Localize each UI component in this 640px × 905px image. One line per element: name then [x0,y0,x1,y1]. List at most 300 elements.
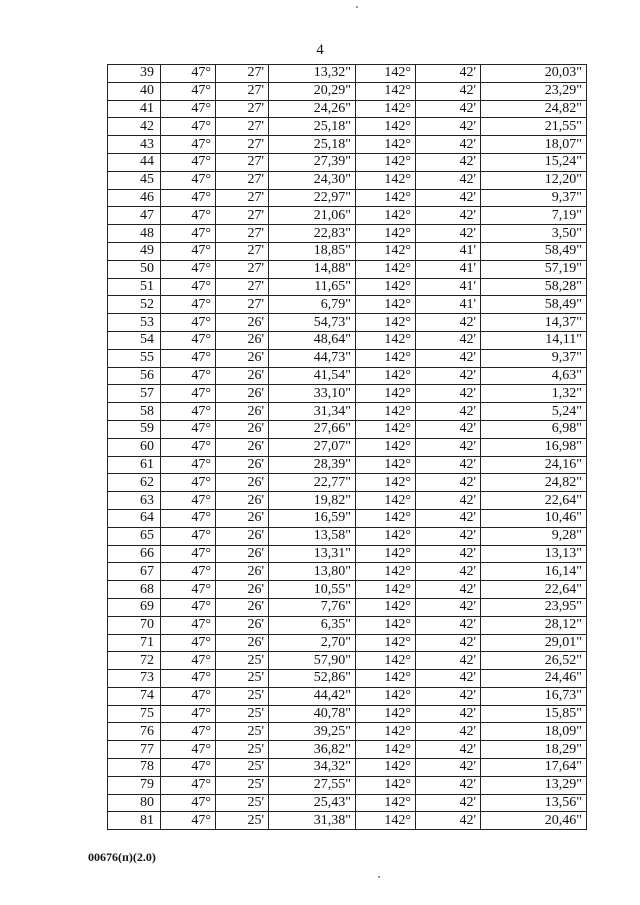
table-cell: 142° [356,296,416,314]
table-cell: 20,46" [481,812,587,830]
table-cell: 142° [356,705,416,723]
table-cell: 42 [108,118,161,136]
table-cell: 42' [416,670,481,688]
table-cell: 27,07" [269,438,356,456]
table-cell: 142° [356,687,416,705]
table-cell: 42' [416,189,481,207]
table-cell: 52,86" [269,670,356,688]
table-cell: 77 [108,741,161,759]
table-cell: 27,39" [269,153,356,171]
table-cell: 44,73" [269,349,356,367]
table-cell: 47° [161,438,216,456]
table-cell: 41,54" [269,367,356,385]
table-cell: 26' [216,420,269,438]
table-row [108,367,587,385]
table-cell: 31,34" [269,403,356,421]
table-cell: 47° [161,492,216,510]
table-row [108,314,587,332]
table-row [108,136,587,154]
table-cell: 47° [161,474,216,492]
table-cell: 22,77" [269,474,356,492]
table-cell: 48 [108,225,161,243]
table-cell: 4,63" [481,367,587,385]
table-cell: 142° [356,207,416,225]
table-row [108,634,587,652]
table-cell: 26' [216,403,269,421]
table-cell: 25,18" [269,136,356,154]
table-cell: 42' [416,314,481,332]
table-cell: 25' [216,723,269,741]
table-cell: 42' [416,581,481,599]
table-cell: 42' [416,438,481,456]
table-cell: 42' [416,367,481,385]
table-cell: 27,55" [269,776,356,794]
table-cell: 26' [216,616,269,634]
table-cell: 14,88" [269,260,356,278]
table-cell: 40 [108,82,161,100]
table-cell: 15,85" [481,705,587,723]
table-cell: 3,50" [481,225,587,243]
table-cell: 14,37" [481,314,587,332]
table-cell: 51 [108,278,161,296]
table-cell: 142° [356,314,416,332]
table-cell: 13,29" [481,776,587,794]
table-cell: 25' [216,794,269,812]
table-cell: 27' [216,207,269,225]
table-cell: 27' [216,171,269,189]
table-cell: 26' [216,527,269,545]
table-cell: 142° [356,349,416,367]
table-cell: 42' [416,705,481,723]
table-cell: 13,31" [269,545,356,563]
table-cell: 11,65" [269,278,356,296]
table-cell: 47° [161,82,216,100]
table-cell: 26' [216,349,269,367]
table-cell: 47° [161,420,216,438]
table-row [108,403,587,421]
table-cell: 69 [108,598,161,616]
table-cell: 142° [356,82,416,100]
table-cell: 27' [216,189,269,207]
table-cell: 142° [356,189,416,207]
table-cell: 27' [216,153,269,171]
table-cell: 47° [161,670,216,688]
table-cell: 12,20" [481,171,587,189]
table-cell: 142° [356,794,416,812]
table-cell: 142° [356,723,416,741]
table-cell: 27' [216,118,269,136]
table-row [108,794,587,812]
page-number: 4 [316,42,324,58]
table-cell: 18,09" [481,723,587,741]
table-cell: 24,82" [481,100,587,118]
table-cell: 26' [216,634,269,652]
table-cell: 142° [356,118,416,136]
table-cell: 81 [108,812,161,830]
table-cell: 142° [356,598,416,616]
table-row [108,616,587,634]
table-row [108,723,587,741]
table-cell: 142° [356,225,416,243]
table-cell: 42' [416,776,481,794]
table-cell: 25,43" [269,794,356,812]
table-cell: 25' [216,776,269,794]
table-cell: 80 [108,794,161,812]
table-cell: 47° [161,616,216,634]
table-cell: 64 [108,509,161,527]
table-cell: 142° [356,100,416,118]
table-cell: 42' [416,118,481,136]
table-cell: 43 [108,136,161,154]
table-cell: 47° [161,652,216,670]
table-cell: 42' [416,616,481,634]
table-row [108,492,587,510]
table-cell: 56 [108,367,161,385]
table-cell: 13,58" [269,527,356,545]
table-cell: 68 [108,581,161,599]
table-cell: 42' [416,385,481,403]
table-cell: 142° [356,741,416,759]
table-row [108,420,587,438]
table-cell: 47° [161,776,216,794]
table-cell: 142° [356,331,416,349]
table-cell: 25' [216,705,269,723]
table-cell: 42' [416,331,481,349]
table-cell: 66 [108,545,161,563]
table-cell: 42' [416,100,481,118]
table-cell: 47° [161,260,216,278]
table-cell: 42' [416,136,481,154]
table-cell: 142° [356,634,416,652]
footer-code: 00676(п)(2.0) [88,850,156,864]
table-row [108,563,587,581]
table-cell: 42' [416,420,481,438]
table-cell: 26' [216,492,269,510]
table-cell: 42' [416,687,481,705]
table-cell: 41' [416,296,481,314]
table-cell: 13,56" [481,794,587,812]
table-cell: 16,73" [481,687,587,705]
table-row [108,82,587,100]
table-cell: 42' [416,207,481,225]
table-cell: 42' [416,171,481,189]
table-row [108,189,587,207]
table-cell: 6,35" [269,616,356,634]
table-cell: 42' [416,65,481,83]
table-cell: 6,79" [269,296,356,314]
table-cell: 142° [356,581,416,599]
table-cell: 23,29" [481,82,587,100]
table-cell: 47° [161,385,216,403]
table-cell: 1,32" [481,385,587,403]
table-cell: 25' [216,652,269,670]
table-cell: 42' [416,741,481,759]
table-cell: 47° [161,171,216,189]
table-cell: 25,18" [269,118,356,136]
table-cell: 65 [108,527,161,545]
table-cell: 22,64" [481,581,587,599]
table-row [108,545,587,563]
table-cell: 142° [356,242,416,260]
table-cell: 18,07" [481,136,587,154]
table-cell: 45 [108,171,161,189]
table-cell: 42' [416,474,481,492]
table-cell: 22,97" [269,189,356,207]
table-cell: 27' [216,136,269,154]
table-cell: 47° [161,118,216,136]
table-row [108,349,587,367]
table-row [108,456,587,474]
table-cell: 18,85" [269,242,356,260]
table-cell: 31,38" [269,812,356,830]
table-cell: 34,32" [269,759,356,777]
table-cell: 62 [108,474,161,492]
table-cell: 63 [108,492,161,510]
table-cell: 24,46" [481,670,587,688]
table-cell: 50 [108,260,161,278]
table-row [108,438,587,456]
table-cell: 47° [161,242,216,260]
table-row [108,652,587,670]
table-cell: 24,30" [269,171,356,189]
table-cell: 36,82" [269,741,356,759]
table-cell: 40,78" [269,705,356,723]
table-cell: 47° [161,225,216,243]
table-row [108,581,587,599]
table-cell: 21,55" [481,118,587,136]
table-row [108,687,587,705]
table-cell: 28,39" [269,456,356,474]
table-cell: 42' [416,456,481,474]
table-cell: 22,64" [481,492,587,510]
table-cell: 42' [416,153,481,171]
table-row [108,225,587,243]
table-row [108,207,587,225]
table-cell: 27' [216,260,269,278]
scan-speck [378,876,380,878]
table-cell: 24,16" [481,456,587,474]
table-cell: 42' [416,509,481,527]
table-cell: 42' [416,598,481,616]
table-cell: 25' [216,741,269,759]
table-cell: 47° [161,705,216,723]
table-cell: 47° [161,581,216,599]
table-cell: 9,28" [481,527,587,545]
table-cell: 67 [108,563,161,581]
scan-speck [356,6,358,8]
coordinates-table-body [108,65,587,830]
table-cell: 47° [161,812,216,830]
table-cell: 73 [108,670,161,688]
table-cell: 47° [161,723,216,741]
table-cell: 47° [161,189,216,207]
table-cell: 142° [356,776,416,794]
table-cell: 49 [108,242,161,260]
table-cell: 7,76" [269,598,356,616]
table-cell: 74 [108,687,161,705]
table-cell: 25' [216,670,269,688]
table-cell: 142° [356,492,416,510]
table-cell: 42' [416,652,481,670]
table-cell: 26' [216,438,269,456]
table-cell: 142° [356,527,416,545]
table-cell: 33,10" [269,385,356,403]
table-cell: 47° [161,456,216,474]
table-row [108,670,587,688]
table-cell: 7,19" [481,207,587,225]
table-cell: 13,13" [481,545,587,563]
table-cell: 47° [161,403,216,421]
table-cell: 142° [356,456,416,474]
table-cell: 47° [161,545,216,563]
table-cell: 142° [356,509,416,527]
table-row [108,759,587,777]
table-cell: 142° [356,759,416,777]
table-row [108,65,587,83]
table-cell: 42' [416,403,481,421]
table-cell: 142° [356,278,416,296]
table-cell: 28,12" [481,616,587,634]
table-cell: 47° [161,741,216,759]
table-cell: 42' [416,794,481,812]
table-cell: 142° [356,136,416,154]
table-cell: 58 [108,403,161,421]
table-cell: 24,82" [481,474,587,492]
table-cell: 47° [161,598,216,616]
table-cell: 78 [108,759,161,777]
table-cell: 142° [356,616,416,634]
table-cell: 18,29" [481,741,587,759]
table-row [108,509,587,527]
table-cell: 25' [216,687,269,705]
table-cell: 42' [416,634,481,652]
table-cell: 16,59" [269,509,356,527]
table-cell: 47° [161,349,216,367]
table-cell: 59 [108,420,161,438]
table-cell: 22,83" [269,225,356,243]
table-cell: 6,98" [481,420,587,438]
table-cell: 47° [161,527,216,545]
table-cell: 13,32" [269,65,356,83]
table-row [108,598,587,616]
table-cell: 47° [161,509,216,527]
table-cell: 47° [161,634,216,652]
table-cell: 47° [161,367,216,385]
table-cell: 41' [416,242,481,260]
table-cell: 46 [108,189,161,207]
table-cell: 57,90" [269,652,356,670]
table-cell: 58,49" [481,242,587,260]
table-cell: 47° [161,563,216,581]
table-row [108,260,587,278]
table-cell: 79 [108,776,161,794]
table-cell: 13,80" [269,563,356,581]
table-cell: 142° [356,367,416,385]
table-cell: 26,52" [481,652,587,670]
table-cell: 27' [216,225,269,243]
table-cell: 48,64" [269,331,356,349]
table-cell: 142° [356,812,416,830]
table-cell: 27' [216,278,269,296]
table-cell: 57,19" [481,260,587,278]
table-cell: 142° [356,153,416,171]
table-cell: 20,29" [269,82,356,100]
table-cell: 76 [108,723,161,741]
table-cell: 26' [216,598,269,616]
table-cell: 25' [216,812,269,830]
table-cell: 58,28" [481,278,587,296]
table-cell: 42' [416,812,481,830]
table-cell: 21,06" [269,207,356,225]
table-cell: 47° [161,65,216,83]
table-row [108,278,587,296]
table-cell: 47° [161,100,216,118]
table-cell: 10,55" [269,581,356,599]
table-cell: 42' [416,225,481,243]
table-cell: 42' [416,492,481,510]
table-cell: 142° [356,652,416,670]
table-cell: 55 [108,349,161,367]
table-cell: 26' [216,367,269,385]
table-cell: 142° [356,545,416,563]
table-cell: 71 [108,634,161,652]
table-cell: 26' [216,385,269,403]
table-cell: 42' [416,759,481,777]
table-cell: 142° [356,65,416,83]
table-cell: 47° [161,759,216,777]
table-cell: 72 [108,652,161,670]
table-cell: 25' [216,759,269,777]
table-row [108,118,587,136]
table-cell: 53 [108,314,161,332]
table-cell: 27' [216,100,269,118]
table-cell: 26' [216,563,269,581]
table-cell: 24,26" [269,100,356,118]
table-row [108,331,587,349]
table-cell: 42' [416,545,481,563]
table-cell: 41 [108,100,161,118]
table-row [108,296,587,314]
table-cell: 142° [356,474,416,492]
table-cell: 54 [108,331,161,349]
table-cell: 17,64" [481,759,587,777]
table-cell: 52 [108,296,161,314]
table-cell: 23,95" [481,598,587,616]
table-cell: 142° [356,171,416,189]
table-cell: 42' [416,563,481,581]
table-cell: 142° [356,403,416,421]
table-cell: 15,24" [481,153,587,171]
table-cell: 42' [416,723,481,741]
table-cell: 39 [108,65,161,83]
table-cell: 41' [416,278,481,296]
table-cell: 27' [216,242,269,260]
table-cell: 57 [108,385,161,403]
table-cell: 142° [356,670,416,688]
table-cell: 27' [216,65,269,83]
table-cell: 26' [216,331,269,349]
table-cell: 47 [108,207,161,225]
table-row [108,385,587,403]
table-cell: 26' [216,581,269,599]
table-row [108,705,587,723]
table-cell: 26' [216,456,269,474]
table-row [108,741,587,759]
table-cell: 142° [356,385,416,403]
table-cell: 142° [356,420,416,438]
table-cell: 47° [161,794,216,812]
table-cell: 9,37" [481,189,587,207]
